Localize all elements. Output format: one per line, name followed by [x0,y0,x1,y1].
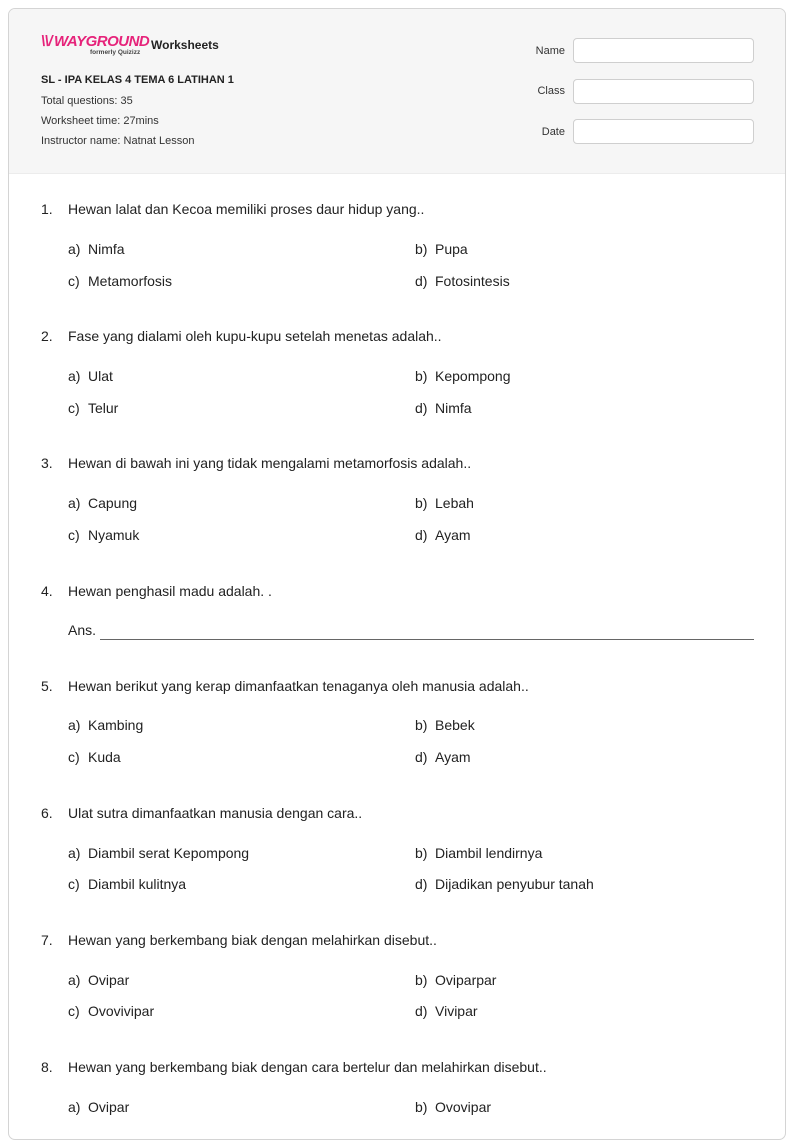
option-b: b) Oviparpar [415,972,497,988]
question-text: Hewan berikut yang kerap dimanfaatkan tenaganya oleh manusia adalah.. [68,678,529,694]
option-b: b) Lebah [415,495,474,511]
worksheet-time: Worksheet time: 27mins [41,115,159,127]
question-text: Hewan yang berkembang biak dengan melahirkan disebut.. [68,932,437,948]
logo-subtext: formerly Quizizz [90,49,141,56]
worksheet-title: SL - IPA KELAS 4 TEMA 6 LATIHAN 1 [41,74,234,86]
worksheet-header [9,9,785,174]
question-text: Hewan di bawah ini yang tidak mengalami metamorfosis adalah.. [68,455,472,471]
option-b: b) Ovovipar [415,1099,492,1115]
date-field[interactable] [573,119,754,144]
option-c: c) Diambil kulitnya [68,876,187,892]
answer-line[interactable] [100,639,754,640]
option-a: a) Ovipar [68,972,130,988]
option-d: d) Nimfa [415,400,472,416]
question-text: Ulat sutra dimanfaatkan manusia dengan cara.. [68,805,363,821]
option-b: b) Pupa [415,241,468,257]
class-field[interactable] [573,79,754,104]
option-a: a) Diambil serat Kepompong [68,845,250,861]
question-text: Fase yang dialami oleh kupu-kupu setelah menetas adalah.. [68,328,442,344]
app-title: Worksheets [151,38,219,52]
option-c: c) Nyamuk [68,527,140,543]
option-b: b) Kepompong [415,368,511,384]
option-c: c) Ovovivipar [68,1003,155,1019]
option-d: d) Ayam [415,749,471,765]
option-d: d) Dijadikan penyubur tanah [415,876,594,892]
class-label: Class [537,85,565,97]
question-text: Hewan lalat dan Kecoa memiliki proses daur hidup yang.. [68,201,425,217]
option-b: b) Diambil lendirnya [415,845,543,861]
option-c: c) Telur [68,400,119,416]
name-field[interactable] [573,38,754,63]
option-c: c) Metamorfosis [68,273,173,289]
logo-text: WAYGROUND [54,33,150,50]
question-number: 2. [41,328,53,344]
option-d: d) Fotosintesis [415,273,510,289]
option-a: a) Kambing [68,717,144,733]
question-number: 8. [41,1059,53,1075]
option-a: a) Capung [68,495,138,511]
instructor-name: Instructor name: Natnat Lesson [41,135,195,147]
option-c: c) Kuda [68,749,121,765]
option-a: a) Ulat [68,368,113,384]
question-text: Hewan yang berkembang biak dengan cara bertelur dan melahirkan disebut.. [68,1059,547,1075]
logo-mark-icon: \\/ [41,33,53,50]
question-number: 1. [41,201,53,217]
question-number: 5. [41,678,53,694]
date-label: Date [541,126,565,138]
question-number: 7. [41,932,53,948]
worksheet-page [8,8,786,1140]
option-b: b) Bebek [415,717,475,733]
question-text: Hewan penghasil madu adalah. . [68,583,272,599]
option-a: a) Nimfa [68,241,125,257]
option-d: d) Ayam [415,527,471,543]
option-a: a) Ovipar [68,1099,130,1115]
total-questions: Total questions: 35 [41,95,133,107]
name-label: Name [535,45,565,57]
wayground-logo [41,33,150,59]
answer-label: Ans. [68,622,97,638]
question-number: 3. [41,455,53,471]
question-number: 4. [41,583,53,599]
question-number: 6. [41,805,53,821]
option-d: d) Vivipar [415,1003,478,1019]
